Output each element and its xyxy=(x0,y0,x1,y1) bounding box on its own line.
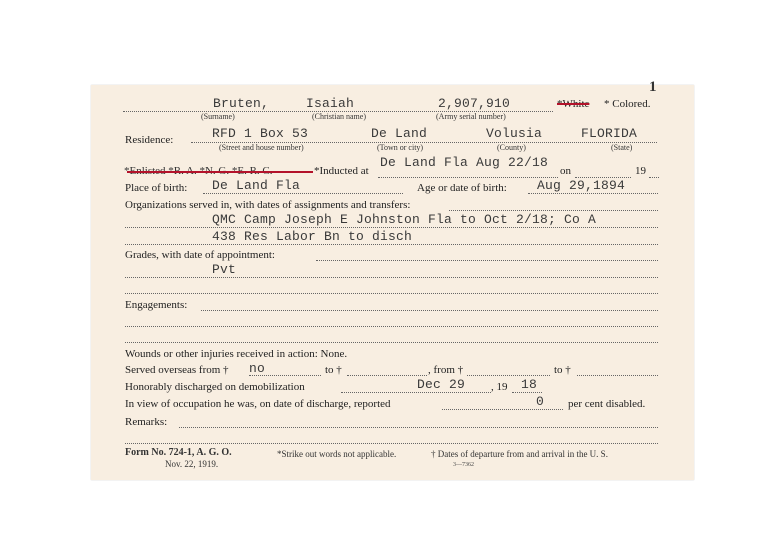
percent-label: per cent disabled. xyxy=(568,398,646,410)
surname-value: Bruten, xyxy=(213,96,270,111)
caption-surname: (Surname) xyxy=(201,112,235,121)
overseas-to2-label: to † xyxy=(554,364,571,376)
discharge-date-line xyxy=(341,392,491,393)
inducted-line xyxy=(378,177,558,178)
discharge-year-prefix: , 19 xyxy=(491,381,508,393)
organizations-line-2 xyxy=(125,244,658,245)
organizations-line-0 xyxy=(449,210,658,211)
birth-place-line xyxy=(203,193,403,194)
print-code: 3—7362 xyxy=(453,462,474,468)
residence-label: Residence: xyxy=(125,134,174,146)
age-label: Age or date of birth: xyxy=(417,182,507,194)
overseas-from2-label: , from † xyxy=(428,364,464,376)
overseas-from2-line xyxy=(467,375,550,376)
caption-christian-name: (Christian name) xyxy=(312,112,366,121)
red-strike-line xyxy=(127,171,313,173)
remarks-label: Remarks: xyxy=(125,416,168,428)
organizations-line-1 xyxy=(125,227,658,228)
form-number: Form No. 724-1, A. G. O. xyxy=(125,447,232,458)
grades-line-1 xyxy=(125,277,658,278)
discharge-year-value: 18 xyxy=(521,377,538,392)
overseas-from-line xyxy=(249,375,321,376)
county-value: Volusia xyxy=(486,126,543,141)
grades-line-2 xyxy=(125,293,658,294)
caption-town: (Town or city) xyxy=(377,143,424,152)
engagements-label: Engagements: xyxy=(125,299,188,311)
year-line xyxy=(649,177,659,178)
service-record-card xyxy=(91,79,694,480)
remarks-line-0 xyxy=(179,427,658,428)
race-colored: * Colored. xyxy=(604,98,651,110)
street-value: RFD 1 Box 53 xyxy=(212,126,309,141)
organizations-label: Organizations served in, with dates of assignments and transfers: xyxy=(125,199,411,211)
engagements-line-2 xyxy=(125,342,658,343)
disability-line xyxy=(442,409,563,410)
serial-number-value: 2,907,910 xyxy=(438,96,511,111)
caption-state: (State) xyxy=(611,143,633,152)
place-of-birth-label: Place of birth: xyxy=(125,182,188,194)
race-white-struck: *White xyxy=(557,98,590,110)
town-value: De Land xyxy=(371,126,428,141)
wounds-label: Wounds or other injuries received in action: None. xyxy=(125,348,348,360)
form-date: Nov. 22, 1919. xyxy=(165,459,219,469)
grades-label: Grades, with date of appointment: xyxy=(125,249,275,261)
caption-county: (County) xyxy=(497,143,526,152)
caption-serial: (Army serial number) xyxy=(436,112,506,121)
enlisted-struck: *Enlisted *R. A. *N. G. *E. R. C. xyxy=(124,165,273,177)
overseas-to-line xyxy=(347,375,427,376)
engagements-line-1 xyxy=(125,326,658,327)
state-value: FLORIDA xyxy=(581,126,638,141)
discharge-date-value: Dec 29 xyxy=(417,377,466,392)
engagements-line-0 xyxy=(201,310,658,311)
overseas-to-label: to † xyxy=(325,364,342,376)
disability-value: 0 xyxy=(536,394,545,409)
birth-date-value: Aug 29,1894 xyxy=(537,178,626,193)
grade-value: Pvt xyxy=(212,262,237,277)
served-overseas-value: no xyxy=(249,361,266,376)
on-label: on xyxy=(560,165,571,177)
caption-street: (Street and house number) xyxy=(219,143,304,152)
discharge-year-line xyxy=(512,392,542,393)
discharged-label: Honorably discharged on demobilization xyxy=(125,381,305,393)
birth-date-line xyxy=(528,193,658,194)
footnote-dates: † Dates of departure from and arrival in the U. S. xyxy=(431,449,608,459)
organization-line-2: 438 Res Labor Bn to disch xyxy=(212,229,413,244)
overseas-to2-line xyxy=(577,375,658,376)
occupation-label: In view of occupation he was, on date of discharge, reported xyxy=(125,398,391,410)
served-overseas-label: Served overseas from † xyxy=(125,364,229,376)
year-suffix: 19 xyxy=(635,165,646,177)
page-number: 1 xyxy=(649,79,657,95)
remarks-line-1 xyxy=(125,443,658,444)
organization-line-1: QMC Camp Joseph E Johnston Fla to Oct 2/18; Co A xyxy=(212,212,597,227)
place-of-birth-value: De Land Fla xyxy=(212,178,301,193)
christian-name-value: Isaiah xyxy=(306,96,355,111)
inducted-place-date: De Land Fla Aug 22/18 xyxy=(380,155,549,170)
inducted-label: *Inducted at xyxy=(314,165,369,177)
grades-line-0 xyxy=(316,260,658,261)
footnote-strike-out: *Strike out words not applicable. xyxy=(277,449,397,459)
